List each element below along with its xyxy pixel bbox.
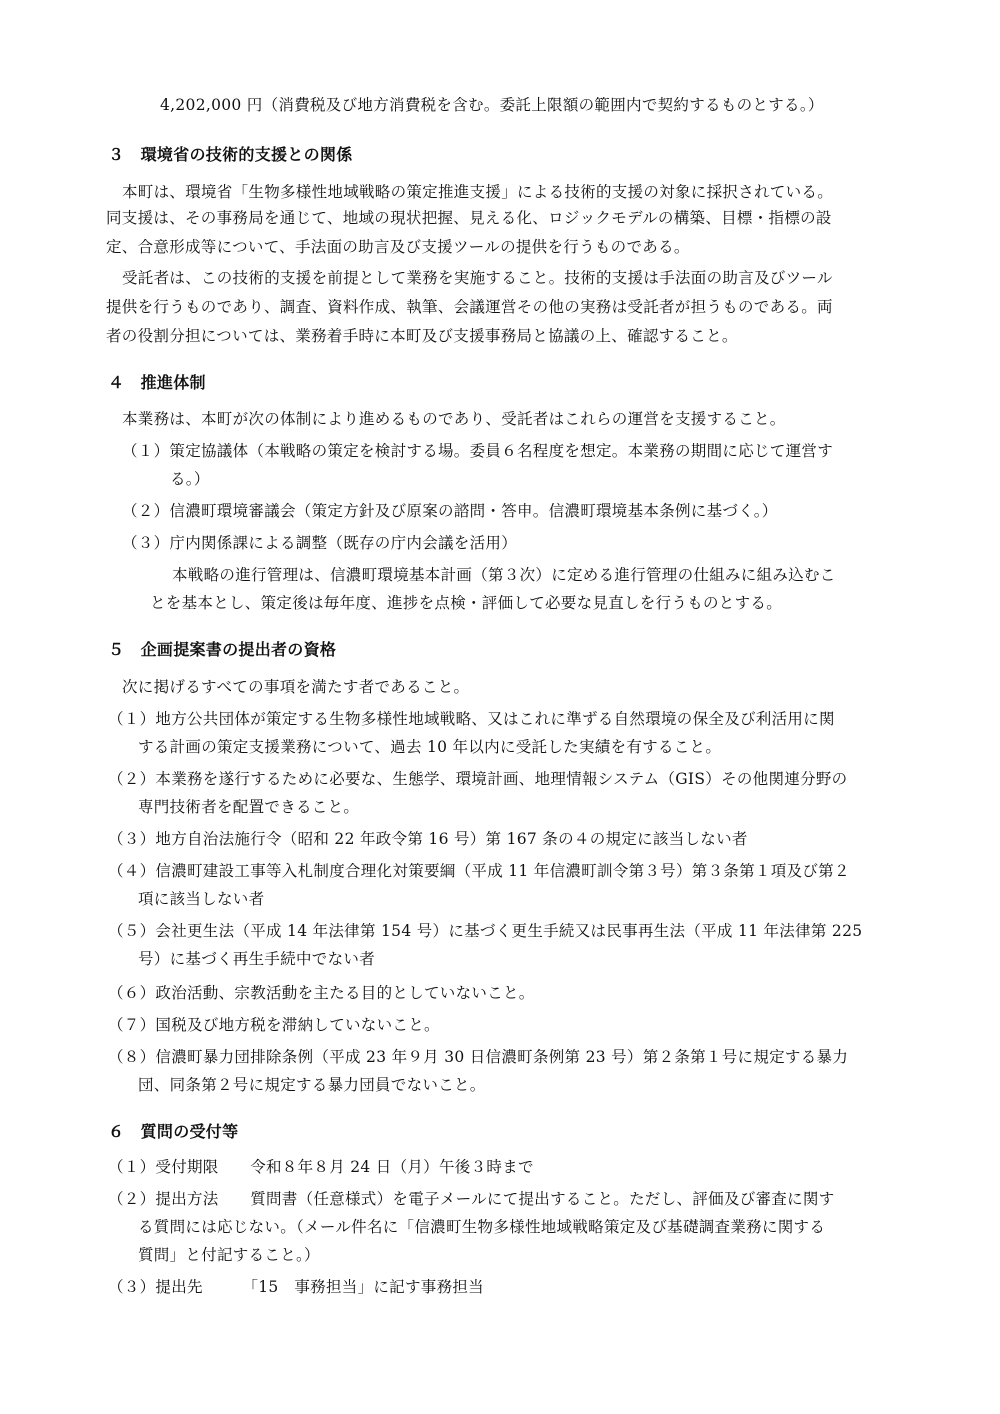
section-6-heading: ６ 質問の受付等: [108, 1122, 239, 1141]
section-4-item: （３）庁内関係課による調整（既存の庁内会議を活用）: [122, 534, 518, 552]
qualification-line: （８）信濃町暴力団排除条例（平成 23 年９月 30 日信濃町条例第 23 号）第２条第１号に規定する暴力: [108, 1048, 849, 1066]
section-3-text: 同支援は、その事務局を通じて、地域の現状把握、見える化、ロジックモデルの構築、目標・指標の設: [106, 209, 832, 227]
qualification-line: （５）会社更生法（平成 14 年法律第 154 号）に基づく更生手続又は民事再生法（平成 11 年法律第 225: [108, 922, 863, 940]
section-3-text: 提供を行うものであり、調査、資料作成、執筆、会議運営その他の実務は受託者が担うものである。両: [106, 298, 833, 316]
section-4-item: る。）: [170, 470, 210, 488]
qualification-line: （３）地方自治法施行令（昭和 22 年政令第 16 号）第 167 条の４の規定に該当しない者: [108, 830, 748, 848]
section-4-heading: ４ 推進体制: [108, 373, 206, 392]
section-3-text: 本町は、環境省「生物多様性地域戦略の策定推進支援」による技術的支援の対象に採択されている。: [122, 183, 834, 201]
section-3-text: 者の役割分担については、業務着手時に本町及び支援事務局と協議の上、確認すること。: [106, 327, 738, 345]
qualification-line: 専門技術者を配置できること。: [138, 798, 360, 816]
question-line: （３）提出先 「15 事務担当」に記す事務担当: [108, 1278, 484, 1296]
qualification-line: 号）に基づく再生手続中でない者: [138, 950, 376, 968]
section-3-heading: ３ 環境省の技術的支援との関係: [108, 145, 353, 164]
qualification-line: （１）地方公共団体が策定する生物多様性地域戦略、又はこれに準ずる自然環境の保全及び利活用に関: [108, 710, 835, 728]
section-4-intro: 本業務は、本町が次の体制により進めるものであり、受託者はこれらの運営を支援すること。: [122, 410, 786, 428]
section-4-note: 本戦略の進行管理は、信濃町環境基本計画（第３次）に定める進行管理の仕組みに組み込むこ: [172, 566, 836, 584]
section-3-text: 定、合意形成等について、手法面の助言及び支援ツールの提供を行うものである。: [106, 238, 690, 256]
question-line: 質問」と付記すること。）: [138, 1246, 320, 1264]
qualification-line: 団、同条第２号に規定する暴力団員でないこと。: [138, 1076, 486, 1094]
section-5-heading: ５ 企画提案書の提出者の資格: [108, 640, 337, 659]
question-line: （１）受付期限 令和８年８月 24 日（月）午後３時まで: [108, 1158, 534, 1176]
qualification-line: （７）国税及び地方税を滞納していないこと。: [108, 1016, 440, 1034]
qualification-line: 項に該当しない者: [138, 890, 265, 908]
qualification-line: （４）信濃町建設工事等入札制度合理化対策要綱（平成 11 年信濃町訓令第３号）第３条第１項及び第２: [108, 862, 850, 880]
question-line: （２）提出方法 質問書（任意様式）を電子メールにて提出すること。ただし、評価及び審査に関す: [108, 1190, 835, 1208]
qualification-line: （２）本業務を遂行するために必要な、生態学、環境計画、地理情報システム（GIS）その他関連分野の: [108, 770, 848, 788]
question-line: る質問には応じない。（メール件名に「信濃町生物多様性地域戦略策定及び基礎調査業務に関する: [138, 1218, 826, 1236]
section-4-item: （１）策定協議体（本戦略の策定を検討する場。委員６名程度を想定。本業務の期間に応じて運営す: [122, 442, 834, 460]
budget-line: 4,202,000 円（消費税及び地方消費税を含む。委託上限額の範囲内で契約するものとする。）: [160, 96, 824, 114]
section-4-item: （２）信濃町環境審議会（策定方針及び原案の諮問・答申。信濃町環境基本条例に基づく。）: [122, 502, 778, 520]
section-4-note: とを基本とし、策定後は毎年度、進捗を点検・評価して必要な見直しを行うものとする。: [150, 594, 783, 612]
qualification-line: （６）政治活動、宗教活動を主たる目的としていないこと。: [108, 984, 535, 1002]
section-3-text: 受託者は、この技術的支援を前提として業務を実施すること。技術的支援は手法面の助言及びツール: [122, 269, 833, 287]
section-5-intro: 次に掲げるすべての事項を満たす者であること。: [122, 678, 470, 696]
qualification-line: する計画の策定支援業務について、過去 10 年以内に受託した実績を有すること。: [138, 738, 722, 756]
